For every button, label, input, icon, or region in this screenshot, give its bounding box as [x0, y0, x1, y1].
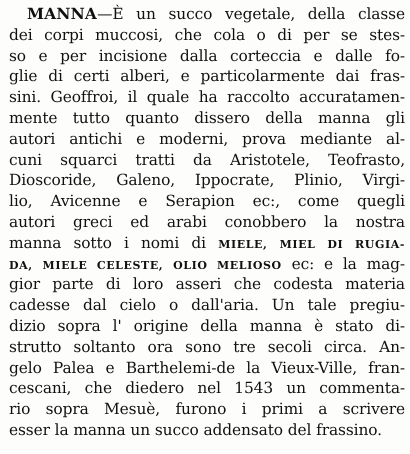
- text-line-20: rio sopra Mesuè, furono i primi a scrivere: [9, 400, 405, 419]
- text-line-8: cuni squarci tratti da Aristotele, Teofrasto,: [9, 150, 405, 169]
- text-line-21: esser la manna un succo addensato del frassino.: [9, 420, 382, 439]
- text-line-13: DA, MIELE CELESTE, OLIO MELIOSO ec: e la mag-: [9, 254, 405, 273]
- text-line-3: so e per incisione dalla corteccia e dalle fo-: [9, 46, 405, 65]
- text-line-6: mente tutto quanto dissero della manna gli: [9, 108, 405, 127]
- text-line-9: Dioscoride, Galeno, Ippocrate, Plinio, Virgi-: [9, 171, 405, 190]
- text-line-14: gior parte di loro asseri che codesta materia: [9, 275, 405, 294]
- text-line-17: strutto soltanto ora sono tre secoli circa. An-: [9, 337, 405, 356]
- text-line-12: manna sotto i nomi di MIELE, MIEL DI RUGIA-: [9, 233, 405, 252]
- text-line-2: dei corpi muccosi, che cola o di per se stes-: [9, 25, 405, 44]
- article-manna: [9, 4, 405, 441]
- smallcaps-olio-melioso: OLIO MELIOSO: [173, 258, 282, 272]
- smallcaps-miele-celeste: MIELE CELESTE,: [42, 258, 164, 272]
- text-line-5: sini. Geoffroi, il quale ha raccolto accuratamen-: [9, 88, 405, 107]
- text-line-4: glie di certi alberi, e particolarmente dai fras-: [9, 67, 405, 86]
- text-line-19: cescani, che diedero nel 1543 un commenta-: [9, 379, 405, 398]
- text-line-7: autori antichi e moderni, prova mediante al-: [9, 129, 405, 148]
- headword: MANNA: [27, 5, 98, 23]
- text-line-10: lio, Avicenne e Serapion ec:, come quegli: [9, 192, 405, 211]
- text-line-15: cadesse dal cielo o dall'aria. Un tale pregiu-: [9, 296, 405, 315]
- smallcaps-miele: MIELE,: [218, 237, 268, 251]
- text-line-18: gelo Palea e Barthelemi-de la Vieux-Ville, fran-: [9, 358, 405, 377]
- text-line-1: MANNA—È un succo vegetale, della classe: [27, 5, 405, 23]
- smallcaps-miel-di-rugia: MIEL DI RUGIA-: [279, 237, 405, 251]
- text-line-11: autori greci ed arabi conobbero la nostra: [9, 212, 405, 231]
- text-line-16: dizio sopra l' origine della manna è stato di-: [9, 316, 405, 335]
